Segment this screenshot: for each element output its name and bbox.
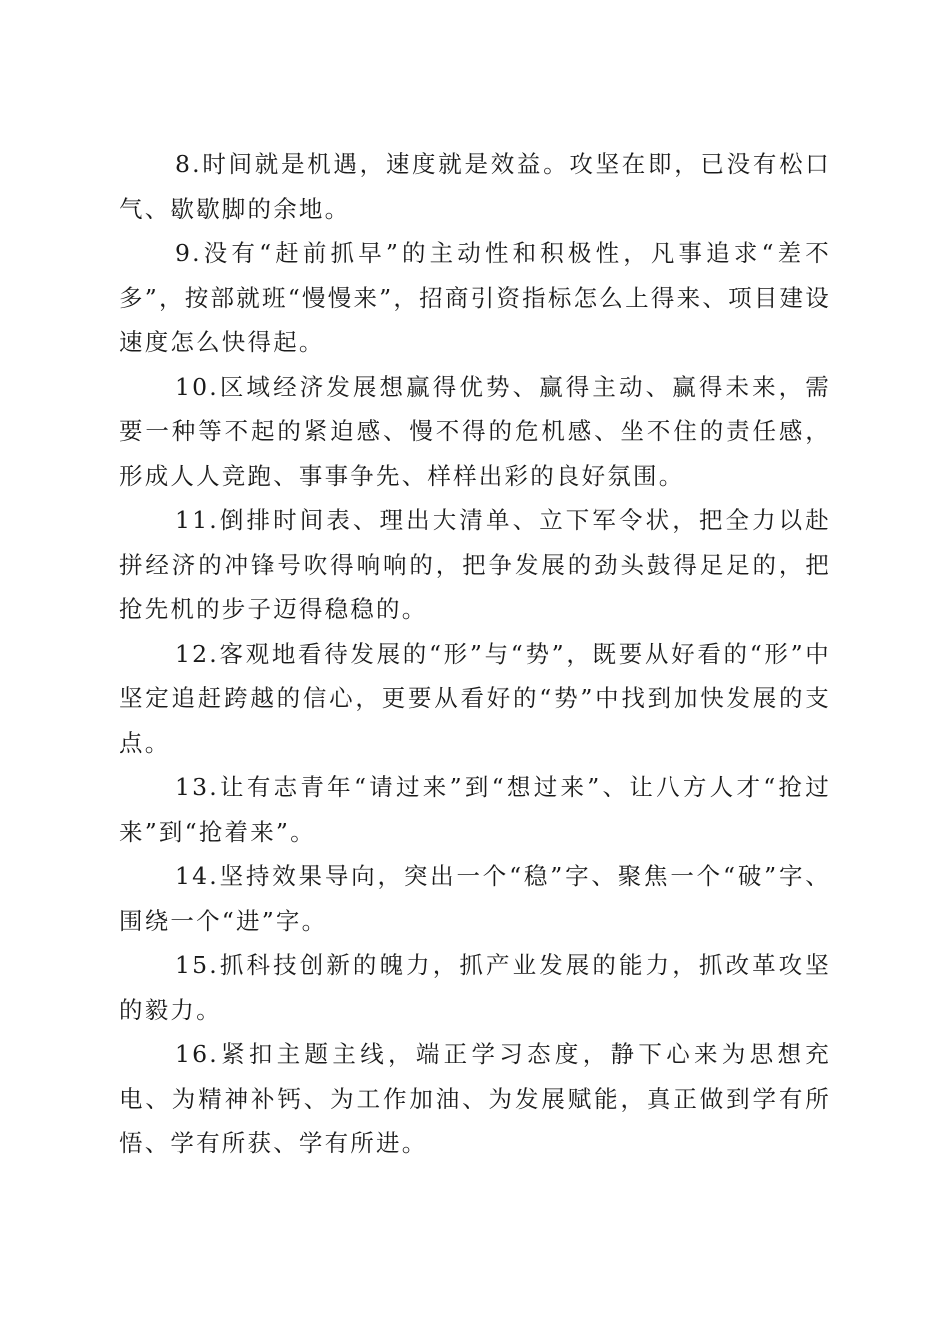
- document-body: [119, 142, 831, 1166]
- paragraph-14: 14.坚持效果导向，突出一个“稳”字、聚焦一个“破”字、围绕一个“进”字。: [119, 862, 831, 935]
- paragraph-16: 16.紧扣主题主线，端正学习态度，静下心来为思想充电、为精神补钙、为工作加油、为发展赋能，真正做到学有所悟、学有所获、学有所进。: [119, 1040, 831, 1157]
- paragraph-9: 9.没有“赶前抓早”的主动性和积极性，凡事追求“差不多”，按部就班“慢慢来”，招商引资指标怎么上得来、项目建设速度怎么快得起。: [119, 239, 831, 356]
- paragraph-15: 15.抓科技创新的魄力，抓产业发展的能力，抓改革攻坚的毅力。: [119, 951, 831, 1024]
- paragraph-8: 8.时间就是机遇，速度就是效益。攻坚在即，已没有松口气、歇歇脚的余地。: [119, 150, 831, 223]
- paragraph-12: 12.客观地看待发展的“形”与“势”，既要从好看的“形”中坚定追赶跨越的信心，更要从看好的“势”中找到加快发展的支点。: [119, 639, 831, 757]
- paragraph-11: 11.倒排时间表、理出大清单、立下军令状，把全力以赴拼经济的冲锋号吹得响响的，把争发展的劲头鼓得足足的，把抢先机的步子迈得稳稳的。: [119, 506, 831, 623]
- paragraph-10: 10.区域经济发展想赢得优势、赢得主动、赢得未来，需要一种等不起的紧迫感、慢不得的危机感、坐不住的责任感，形成人人竞跑、事事争先、样样出彩的良好氛围。: [119, 372, 831, 490]
- paragraph-13: 13.让有志青年“请过来”到“想过来”、让八方人才“抢过来”到“抢着来”。: [119, 773, 831, 846]
